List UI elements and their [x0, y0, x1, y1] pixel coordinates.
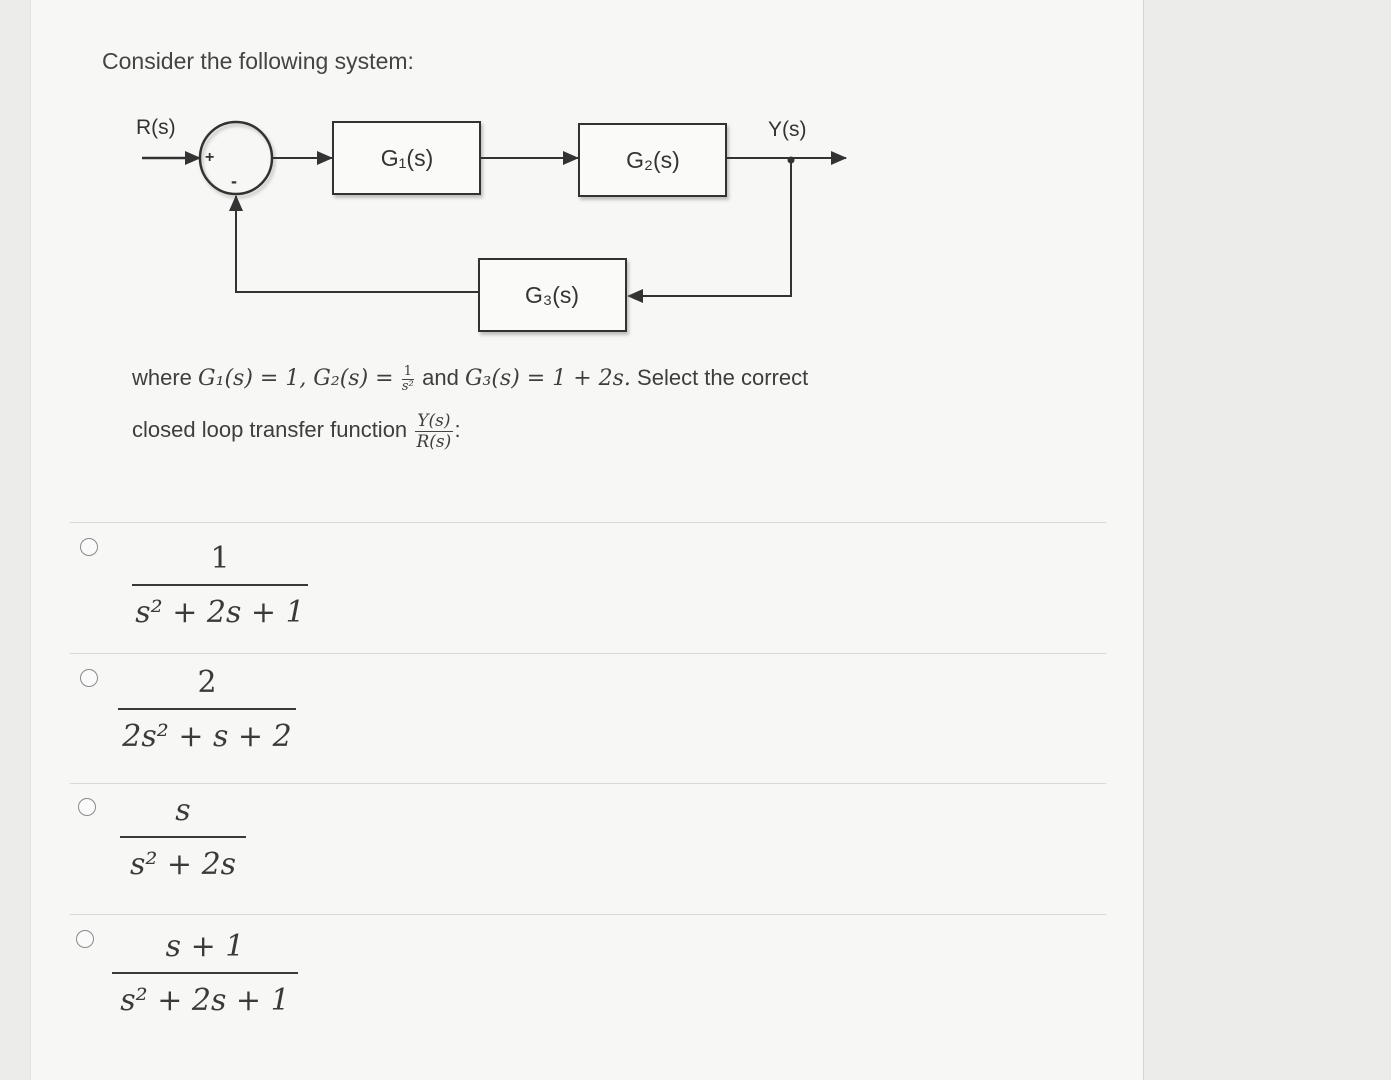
select-text: Select the correct: [637, 365, 809, 390]
where-text: where: [132, 365, 192, 390]
option-3-fraction[interactable]: [120, 790, 246, 886]
question-line-1: [132, 352, 1012, 404]
fraction-bar: [120, 836, 246, 838]
sum-minus-sign: -: [231, 171, 237, 191]
g3-label: G₃(s): [524, 282, 580, 308]
g2-fraction: [402, 365, 414, 394]
option-1-denominator: s² + 2s + 1: [135, 595, 305, 630]
output-label: Y(s): [768, 118, 807, 141]
g2-label: G₂(s): [626, 147, 680, 173]
option-4-radio[interactable]: [76, 930, 94, 948]
option-2-numerator: 2: [197, 665, 217, 700]
sum-plus-sign: +: [205, 149, 215, 166]
option-3-radio[interactable]: [78, 798, 96, 816]
option-3-denominator: s² + 2s: [129, 847, 237, 882]
tf-denominator: R(s): [416, 431, 452, 452]
fraction-bar: [118, 708, 296, 710]
option-1-fraction[interactable]: [132, 538, 308, 634]
option-1-radio[interactable]: [80, 538, 98, 556]
feedback-path-left: [236, 196, 479, 292]
question-prompt: Consider the following system:: [102, 48, 414, 74]
input-label: R(s): [136, 116, 176, 139]
g1-label: G₁(s): [380, 145, 434, 171]
and-text: and: [422, 365, 459, 390]
g3-definition: G₃(s) = 1 + 2s.: [464, 366, 631, 391]
g2-denominator: s²: [401, 378, 414, 394]
option-divider: [70, 783, 1106, 784]
block-diagram: [0, 0, 1391, 360]
fraction-bar: [112, 972, 298, 974]
tf-numerator: Y(s): [417, 410, 451, 431]
option-4-fraction[interactable]: [112, 926, 298, 1022]
option-4-denominator: s² + 2s + 1: [120, 983, 290, 1018]
g2-numerator: 1: [403, 363, 412, 379]
option-2-radio[interactable]: [80, 669, 98, 687]
option-1-numerator: 1: [210, 541, 230, 576]
option-divider: [70, 914, 1106, 915]
option-divider: [70, 653, 1106, 654]
question-line-2: [132, 404, 1012, 456]
option-3-numerator: s: [175, 793, 191, 828]
option-2-denominator: 2s² + s + 2: [122, 719, 292, 754]
question-text: [132, 352, 1012, 456]
fraction-bar: [132, 584, 308, 586]
option-divider: [70, 522, 1106, 523]
g1-g2-definition: G₁(s) = 1, G₂(s) =: [198, 366, 394, 391]
transfer-function-fraction: [415, 411, 452, 452]
colon: :: [454, 417, 461, 442]
option-2-fraction[interactable]: [118, 662, 296, 758]
closed-loop-text: closed loop transfer function: [132, 417, 408, 442]
option-4-numerator: s + 1: [165, 929, 245, 964]
